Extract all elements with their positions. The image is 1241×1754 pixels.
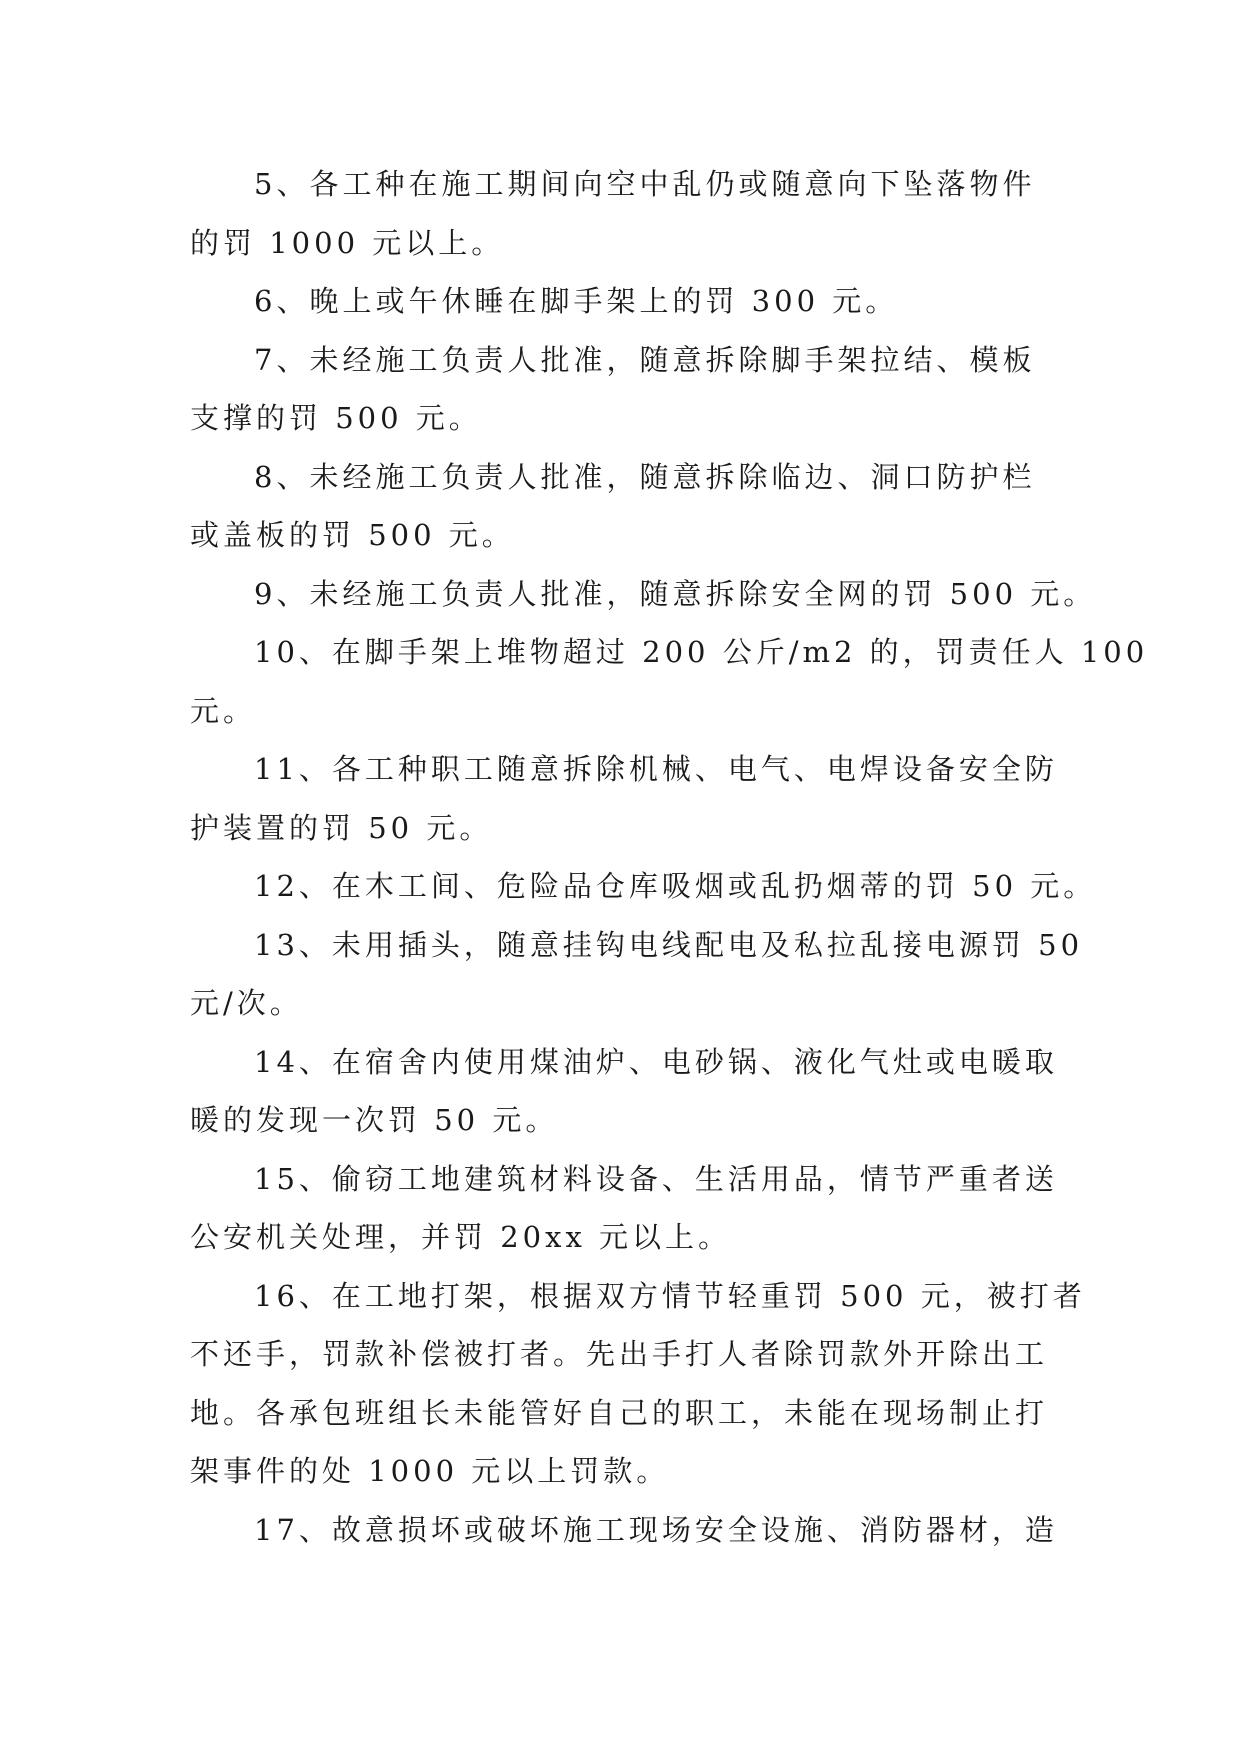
paragraph-line: 公安机关处理，并罚 20xx 元以上。 — [190, 1220, 732, 1254]
paragraph-item-6 — [190, 272, 1070, 331]
paragraph-item-13 — [190, 916, 1084, 1033]
paragraph-line: 5、各工种在施工期间向空中乱仍或随意向下坠落物件 — [254, 167, 1036, 201]
paragraph-item-7 — [190, 331, 1070, 448]
paragraph-line: 元/次。 — [190, 986, 303, 1020]
paragraph-item-17 — [190, 1501, 1070, 1560]
paragraph-item-9 — [190, 565, 1097, 624]
paragraph-line: 架事件的处 1000 元以上罚款。 — [190, 1454, 670, 1488]
paragraph-line: 支撑的罚 500 元。 — [190, 401, 482, 435]
paragraph-line: 或盖板的罚 500 元。 — [190, 518, 515, 552]
paragraph-line: 17、故意损坏或破坏施工现场安全设施、消防器材，造 — [254, 1512, 1058, 1547]
paragraph-item-10 — [190, 623, 1149, 740]
paragraph-line: 护装置的罚 50 元。 — [190, 810, 493, 845]
paragraph-item-12 — [190, 857, 1097, 916]
paragraph-line: 元。 — [190, 693, 257, 728]
paragraph-line: 6、晚上或午休睡在脚手架上的罚 300 元。 — [254, 284, 899, 318]
paragraph-line: 8、未经施工负责人批准，随意拆除临边、洞口防护栏 — [254, 459, 1036, 494]
paragraph-line: 14、在宿舍内使用煤油炉、电砂锅、液化气灶或电暖取 — [254, 1044, 1058, 1079]
paragraph-item-14 — [190, 1033, 1070, 1150]
paragraph-line: 13、未用插头，随意挂钩电线配电及私拉乱接电源罚 50 — [254, 927, 1084, 962]
paragraph-item-8 — [190, 448, 1070, 565]
paragraph-line: 9、未经施工负责人批准，随意拆除安全网的罚 500 元。 — [254, 576, 1097, 611]
paragraph-line: 16、在工地打架，根据双方情节轻重罚 500 元，被打者 — [254, 1278, 1086, 1313]
paragraph-line: 7、未经施工负责人批准，随意拆除脚手架拉结、模板 — [254, 342, 1036, 377]
paragraph-line: 的罚 1000 元以上。 — [190, 225, 505, 260]
paragraph-item-5 — [190, 155, 1070, 272]
paragraph-line: 15、偷窃工地建筑材料设备、生活用品，情节严重者送 — [254, 1161, 1058, 1196]
paragraph-line: 不还手，罚款补偿被打者。先出手打人者除罚款外开除出工 — [190, 1337, 1049, 1371]
paragraph-line: 地。各承包班组长未能管好自己的职工，未能在现场制止打 — [190, 1395, 1049, 1430]
paragraph-line: 暖的发现一次罚 50 元。 — [190, 1103, 559, 1137]
paragraph-item-16 — [190, 1267, 1086, 1501]
paragraph-item-15 — [190, 1150, 1070, 1267]
paragraph-item-11 — [190, 740, 1070, 857]
paragraph-line: 12、在木工间、危险品仓库吸烟或乱扔烟蒂的罚 50 元。 — [254, 869, 1097, 903]
paragraph-line: 10、在脚手架上堆物超过 200 公斤/m2 的，罚责任人 100 — [254, 635, 1149, 669]
document-body — [190, 155, 1149, 1559]
paragraph-line: 11、各工种职工随意拆除机械、电气、电焊设备安全防 — [254, 752, 1058, 786]
